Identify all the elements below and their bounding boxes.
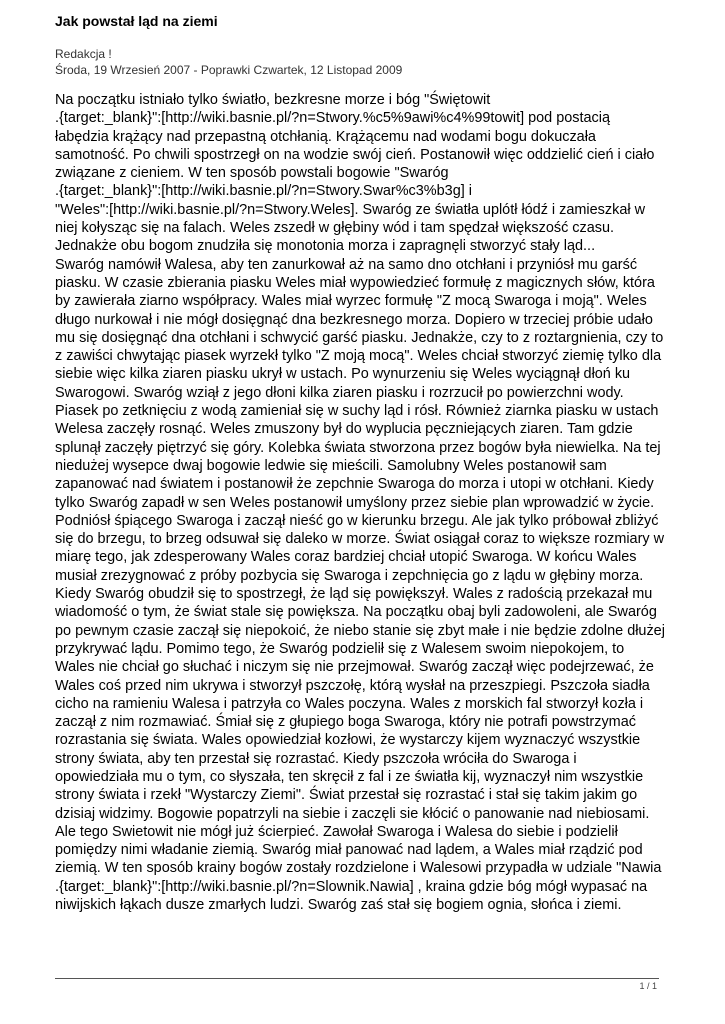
page-title: Jak powstał ląd na ziemi (55, 13, 218, 29)
footer-divider (55, 978, 659, 979)
body-line: .{target:_blank}":[http://wiki.basnie.pl/?n=Stwory.Swar%c3%b3g] i (55, 183, 472, 200)
body-line: samotność. Po chwili spostrzegł on na wodzie swój cień. Postanowił więc oddzielić cień i ciało (55, 146, 655, 163)
body-line: Wales coś przed nim ukrywa i stworzył pszczołę, którą wysłał na przeszpiegi. Pszczoła siadła (55, 677, 650, 694)
body-line: .{target:_blank}":[http://wiki.basnie.pl/?n=Stwory.%c5%9awi%c4%99towit] pod postacią (55, 110, 610, 127)
body-line: łabędzia krążący nad przepastną otchłanią. Krążącemu nad wodami bogu dokuczała (55, 128, 596, 145)
body-line: Wales nie chciał go słuchać i niczym się nie przejmował. Swaróg zaczął więc podejrzewać, że (55, 659, 654, 676)
body-line: musiał zrezygnować z próby pozbycia się Swaroga i zepchnięcia go z lądu w głębiny morza. (55, 567, 644, 584)
body-line: "Weles":[http://wiki.basnie.pl/?n=Stwory.Weles]. Swaróg ze światła uplótł łódź i zamieszkał w (55, 201, 645, 218)
body-line: wiadomość o tym, że świat stale się powiększa. Na początku obaj byli zadowoleni, ale Swaróg (55, 604, 657, 621)
body-line: miarę tego, jak zdesperowany Wales coraz bardziej chciał utopić Swaroga. W końcu Wales (55, 549, 637, 566)
body-line: by zawierała ziarno współpracy. Wales miał wyrzec formułę "Z mocą Swaroga i moją". Weles (55, 293, 647, 310)
body-line: zaczął z nim rozmawiać. Śmiał się z głupiego boga Swaroga, który nie potrafi powstrzymać (55, 714, 636, 731)
body-line: pomiędzy nimi władanie ziemią. Swaróg miał panować nad lądem, a Wales miał rządzić pod (55, 842, 643, 859)
page-number: 1 / 1 (639, 981, 657, 991)
body-line: opowiedziała mu o tym, co słyszała, ten skręcił z fal i ze światła kij, wyznaczył nim wszystkie (55, 768, 644, 785)
body-line: strony świata, aby ten przestał się rozrastać. Kiedy pszczoła wróciła do Swaroga i (55, 750, 577, 767)
body-line: splunął zaczęły piętrzyć się góry. Kolebka świata stworzona przez bogów była niewielka. Na tej (55, 439, 661, 456)
body-line: po pewnym czasie zaczął się niepokoić, że niebo stanie się zbyt małe i nie będzie zdolne dłużej (55, 622, 665, 639)
article-body (55, 91, 675, 914)
body-line: Na początku istniało tylko światło, bezkresne morze i bóg "Świętowit (55, 92, 491, 108)
body-line: mu się dosięgnąć dna otchłani i schwycić garść piasku. Jednakże, czy to z roztargnienia, czy to (55, 329, 664, 346)
body-line: Podniósł śpiącego Swaroga i zaczął nieść go w kierunku brzegu. Ale jak tylko próbował zbliżyć (55, 512, 659, 529)
body-line: niedużej wysepce dwaj bogowie ledwie się mieścili. Samolubny Weles postanowił sam (55, 457, 607, 474)
body-line: niej kołysząc się na falach. Weles zszedł w głębiny wód i tam spędzał większość czasu. (55, 220, 615, 237)
body-line: ziemią. W ten sposób krainy bogów zostały rozdzielone i Walesowi przypadła w udziale "Nawia (55, 860, 662, 877)
body-line: piasku. W czasie zbierania piasku Weles miał wypowiedzieć formułę z magicznych słów, która (55, 274, 655, 291)
author-line: Redakcja ! (55, 47, 112, 61)
body-line: z zawiści chwytając piasek wyrzekł tylko "Z moją mocą". Weles chciał stworzyć ziemię tylko dla (55, 348, 662, 365)
body-line: Swarogowi. Swaróg wziął z jego dłoni kilka ziaren piasku i rozrzucił po powierzchni wody. (55, 384, 624, 401)
body-line: Jednakże obu bogom znudziła się monotonia morza i zapragnęli stworzyć stały ląd... (55, 238, 596, 255)
article-meta (55, 46, 402, 78)
body-line: Swaróg namówił Walesa, aby ten zanurkował aż na samo dno otchłani i przyniósł mu garść (55, 256, 638, 273)
body-line: tylko Swaróg zapadł w sen Weles postanowił umyślony przez siebie plan wprowadzić w życie. (55, 494, 655, 511)
body-line: dzisiaj widzimy. Bogowie popatrzyli na siebie i zaczęli sie kłócić o panowanie nad niebiosami. (55, 805, 650, 822)
body-line: związane z cieniem. W ten sposób powstali bogowie "Swaróg (55, 165, 449, 182)
body-line: zapanować nad światem i postanowił że zepchnie Swaroga do morza i utopi w otchłani. Kiedy (55, 476, 654, 493)
body-line: przykrywać lądu. Pomimo tego, że Swaróg podzielił się z Walesem swoim niepokojem, to (55, 640, 625, 657)
body-line: Kiedy Swaróg obudził się to spostrzegł, że ląd się powiększył. Wales z radością przekazał mu (55, 586, 653, 603)
body-line: Welesa zaczęły rosnąć. Weles zmuszony był do wyplucia pęczniejących ziaren. Tam gdzie (55, 421, 633, 438)
body-line: Ale tego Swietowit nie mógł już ścierpieć. Zawołał Swaroga i Walesa do siebie i podzielił (55, 823, 618, 840)
body-line: siebie więc kilka ziaren piasku ukrył w ustach. Po wynurzeniu się Weles wyciągnął dłoń ku (55, 366, 631, 383)
body-line: .{target:_blank}":[http://wiki.basnie.pl/?n=Slownik.Nawia] , kraina gdzie bóg mógł wypasać na (55, 878, 648, 895)
body-line: strony świata i rzekł "Wystarczy Ziemi". Świat przestał się rozrastać i stał się takim jakim go (55, 787, 638, 804)
body-line: rozrastania się świata. Wales opowiedział kozłowi, że wystarczy kijem wyznaczyć wszystkie (55, 732, 641, 749)
body-line: się do brzegu, to brzeg odsuwał się daleko w morze. Świat osiągał coraz to większe rozmiary w (55, 531, 665, 548)
body-line: cicho na ramieniu Walesa i patrzyła co Wales poczyna. Wales z morskich fal stworzył kozła i (55, 695, 644, 712)
article-paragraph (55, 91, 675, 914)
body-line: Piasek po zetknięciu z wodą zamieniał się w suchy ląd i rósł. Również ziarnka piasku w ustach (55, 403, 659, 420)
body-line: niwijskich łąkach dusze zmarłych ludzi. Swaróg zaś stał się bogiem ognia, słońca i ziemi. (55, 897, 622, 914)
date-line: Środa, 19 Wrzesień 2007 - Poprawki Czwartek, 12 Listopad 2009 (55, 63, 403, 77)
body-line: długo nurkował i nie mógł dosięgnąć dna bezkresnego morza. Dopiero w trzeciej próbie udało (55, 311, 653, 328)
